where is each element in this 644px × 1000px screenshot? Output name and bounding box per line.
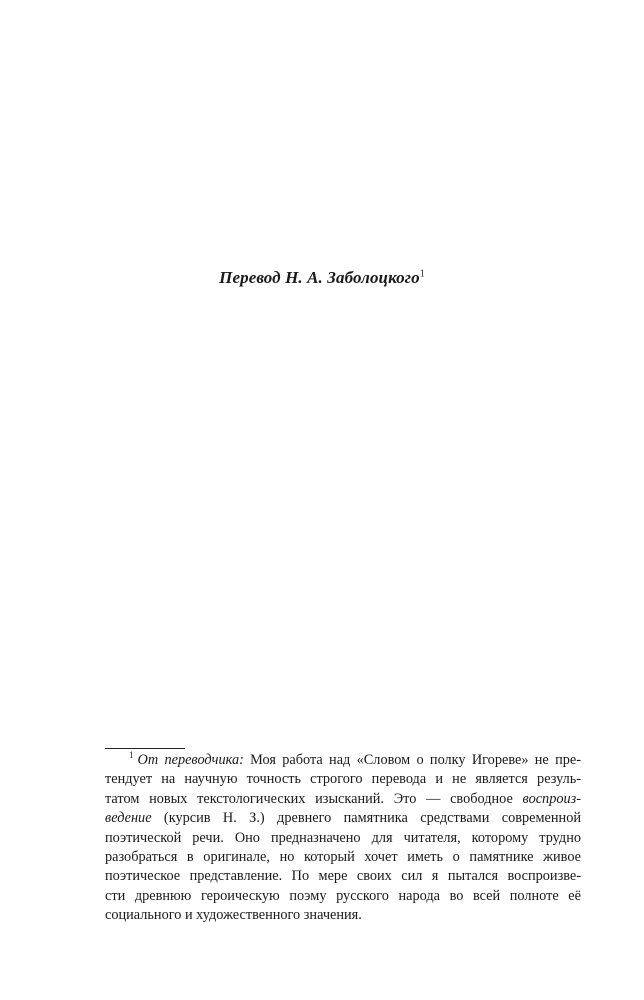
footnote-line-2: тендует на научную точность строгого перевода и не является резуль- — [105, 771, 581, 788]
footnote-line-7: поэтическое представление. По мере своих сил я пытался воспроизве- — [105, 868, 581, 885]
footnote-line-5: поэтической речи. Оно предназначено для читателя, которому трудно — [105, 829, 581, 846]
footnote-line-9: социального и художественного значения. — [105, 907, 362, 924]
title-text: Перевод Н. А. Заболоцкого — [219, 268, 420, 287]
footnote-line-3: татом новых текстологических изысканий. Это — свободное воспроиз- — [105, 790, 581, 807]
footnote-line-8: сти древнюю героическую поэму русского народа во всей полноте её — [105, 887, 581, 904]
title-footnote-ref: 1 — [419, 268, 425, 280]
footnote-marker: 1 — [129, 750, 134, 761]
footnote-label: От переводчика: — [137, 752, 244, 768]
footnote-line-1: $^1$ От переводчика: Моя работа над «Словом о полку Игореве» не пре- — [129, 750, 581, 768]
footnote — [105, 751, 581, 926]
footnote-line-4: ведение (курсив Н. З.) древнего памятника средствами современной — [105, 810, 581, 827]
page-title — [0, 268, 644, 288]
footnote-rule — [105, 748, 185, 749]
footnote-line-6: разобраться в оригинале, но который хочет иметь о памятнике живое — [105, 849, 581, 866]
